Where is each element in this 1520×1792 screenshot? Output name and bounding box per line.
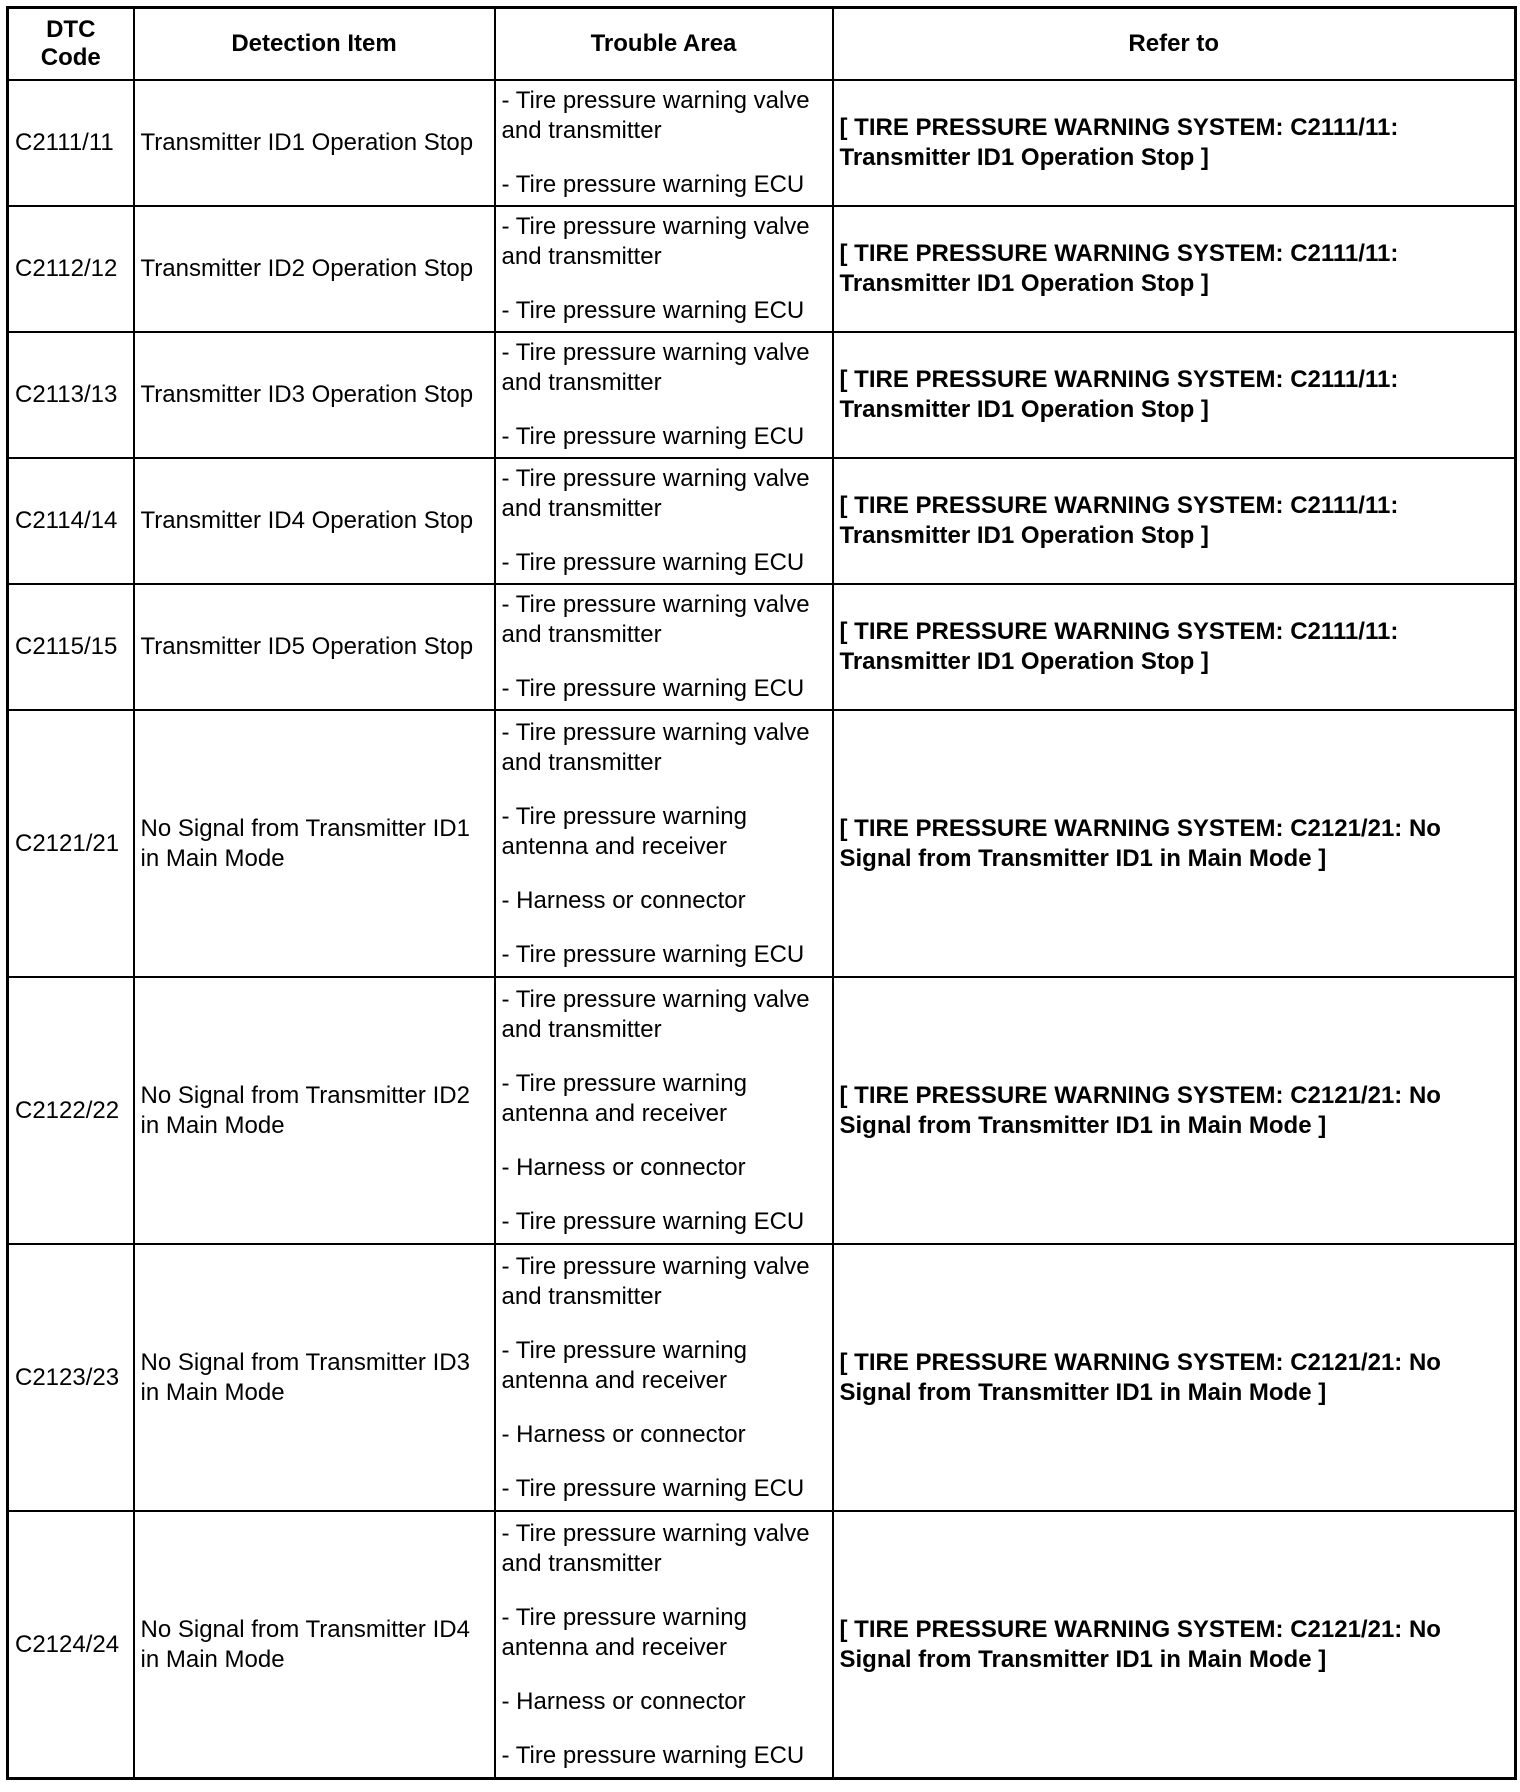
trouble-area-cell xyxy=(495,710,833,977)
dtc-code-cell: C2124/24 xyxy=(8,1511,134,1779)
detection-item-cell: No Signal from Transmitter ID2 in Main Mode xyxy=(134,977,495,1244)
table-row xyxy=(8,1511,1516,1779)
trouble-area-line: - Tire pressure warning antenna and receiver xyxy=(501,1603,747,1661)
detection-item-cell: Transmitter ID4 Operation Stop xyxy=(134,458,495,584)
trouble-area-line: - Tire pressure warning ECU xyxy=(501,675,805,702)
trouble-area-line: - Tire pressure warning valve and transmitter xyxy=(501,339,810,396)
trouble-area-line: - Tire pressure warning ECU xyxy=(501,1207,805,1235)
trouble-area-line: - Tire pressure warning valve and transmitter xyxy=(501,465,810,522)
table-header xyxy=(8,8,1516,81)
refer-to-link[interactable]: [ TIRE PRESSURE WARNING SYSTEM: C2111/11: Transmitter ID1 Operation Stop ] xyxy=(833,80,1516,206)
table-row xyxy=(8,80,1516,206)
header-dtc-code: DTC Code xyxy=(8,8,134,81)
detection-item-cell: No Signal from Transmitter ID4 in Main Mode xyxy=(134,1511,495,1779)
trouble-area-line: - Tire pressure warning ECU xyxy=(501,297,805,324)
dtc-table xyxy=(6,6,1517,1780)
header-refer-to: Refer to xyxy=(833,8,1516,81)
dtc-code-cell: C2123/23 xyxy=(8,1244,134,1511)
detection-item-cell: Transmitter ID5 Operation Stop xyxy=(134,584,495,710)
refer-to-link[interactable]: [ TIRE PRESSURE WARNING SYSTEM: C2111/11: Transmitter ID1 Operation Stop ] xyxy=(833,458,1516,584)
trouble-area-cell xyxy=(495,977,833,1244)
table-row xyxy=(8,710,1516,977)
table-row xyxy=(8,458,1516,584)
trouble-area-line: - Harness or connector xyxy=(501,1687,746,1715)
trouble-area-line: - Tire pressure warning antenna and receiver xyxy=(501,1336,747,1394)
trouble-area-line: - Tire pressure warning valve and transmitter xyxy=(501,591,810,648)
trouble-area-cell xyxy=(495,1244,833,1511)
trouble-area-line: - Tire pressure warning ECU xyxy=(501,423,805,450)
refer-to-link[interactable]: [ TIRE PRESSURE WARNING SYSTEM: C2111/11: Transmitter ID1 Operation Stop ] xyxy=(833,332,1516,458)
trouble-area-line: - Tire pressure warning valve and transmitter xyxy=(501,213,810,270)
trouble-area-line: - Tire pressure warning ECU xyxy=(501,1741,805,1769)
trouble-area-line: - Tire pressure warning antenna and receiver xyxy=(501,802,747,860)
refer-to-link[interactable]: [ TIRE PRESSURE WARNING SYSTEM: C2111/11: Transmitter ID1 Operation Stop ] xyxy=(833,584,1516,710)
trouble-area-cell xyxy=(495,458,833,584)
dtc-code-cell: C2122/22 xyxy=(8,977,134,1244)
refer-to-link[interactable]: [ TIRE PRESSURE WARNING SYSTEM: C2121/21: No Signal from Transmitter ID1 in Main Mode ] xyxy=(833,977,1516,1244)
trouble-area-cell xyxy=(495,80,833,206)
dtc-code-cell: C2115/15 xyxy=(8,584,134,710)
dtc-code-cell: C2121/21 xyxy=(8,710,134,977)
trouble-area-line: - Tire pressure warning valve and transmitter xyxy=(501,718,810,776)
trouble-area-line: - Harness or connector xyxy=(501,1420,746,1448)
trouble-area-cell xyxy=(495,206,833,332)
trouble-area-line: - Tire pressure warning valve and transmitter xyxy=(501,1519,810,1577)
refer-to-link[interactable]: [ TIRE PRESSURE WARNING SYSTEM: C2121/21: No Signal from Transmitter ID1 in Main Mode ] xyxy=(833,1511,1516,1779)
table-row xyxy=(8,206,1516,332)
detection-item-cell: Transmitter ID2 Operation Stop xyxy=(134,206,495,332)
refer-to-link[interactable]: [ TIRE PRESSURE WARNING SYSTEM: C2121/21: No Signal from Transmitter ID1 in Main Mode ] xyxy=(833,710,1516,977)
trouble-area-line: - Tire pressure warning ECU xyxy=(501,549,805,576)
dtc-code-cell: C2111/11 xyxy=(8,80,134,206)
trouble-area-line: - Harness or connector xyxy=(501,1153,746,1181)
table-row xyxy=(8,332,1516,458)
refer-to-link[interactable]: [ TIRE PRESSURE WARNING SYSTEM: C2121/21: No Signal from Transmitter ID1 in Main Mode ] xyxy=(833,1244,1516,1511)
dtc-code-cell: C2113/13 xyxy=(8,332,134,458)
trouble-area-line: - Tire pressure warning ECU xyxy=(501,1474,805,1502)
trouble-area-line: - Tire pressure warning valve and transmitter xyxy=(501,87,810,144)
table-row xyxy=(8,1244,1516,1511)
detection-item-cell: Transmitter ID1 Operation Stop xyxy=(134,80,495,206)
header-trouble-area: Trouble Area xyxy=(495,8,833,81)
trouble-area-line: - Tire pressure warning ECU xyxy=(501,940,805,968)
dtc-code-cell: C2114/14 xyxy=(8,458,134,584)
table-row xyxy=(8,977,1516,1244)
detection-item-cell: Transmitter ID3 Operation Stop xyxy=(134,332,495,458)
trouble-area-line: - Tire pressure warning valve and transmitter xyxy=(501,1252,810,1310)
trouble-area-cell xyxy=(495,1511,833,1779)
trouble-area-cell xyxy=(495,332,833,458)
trouble-area-line: - Tire pressure warning ECU xyxy=(501,171,805,198)
table-body xyxy=(8,80,1516,1779)
detection-item-cell: No Signal from Transmitter ID1 in Main Mode xyxy=(134,710,495,977)
trouble-area-line: - Harness or connector xyxy=(501,886,746,914)
table-row xyxy=(8,584,1516,710)
detection-item-cell: No Signal from Transmitter ID3 in Main Mode xyxy=(134,1244,495,1511)
dtc-code-cell: C2112/12 xyxy=(8,206,134,332)
trouble-area-line: - Tire pressure warning valve and transmitter xyxy=(501,985,810,1043)
refer-to-link[interactable]: [ TIRE PRESSURE WARNING SYSTEM: C2111/11: Transmitter ID1 Operation Stop ] xyxy=(833,206,1516,332)
header-detection-item: Detection Item xyxy=(134,8,495,81)
header-row xyxy=(8,8,1516,81)
trouble-area-cell xyxy=(495,584,833,710)
trouble-area-line: - Tire pressure warning antenna and receiver xyxy=(501,1069,747,1127)
